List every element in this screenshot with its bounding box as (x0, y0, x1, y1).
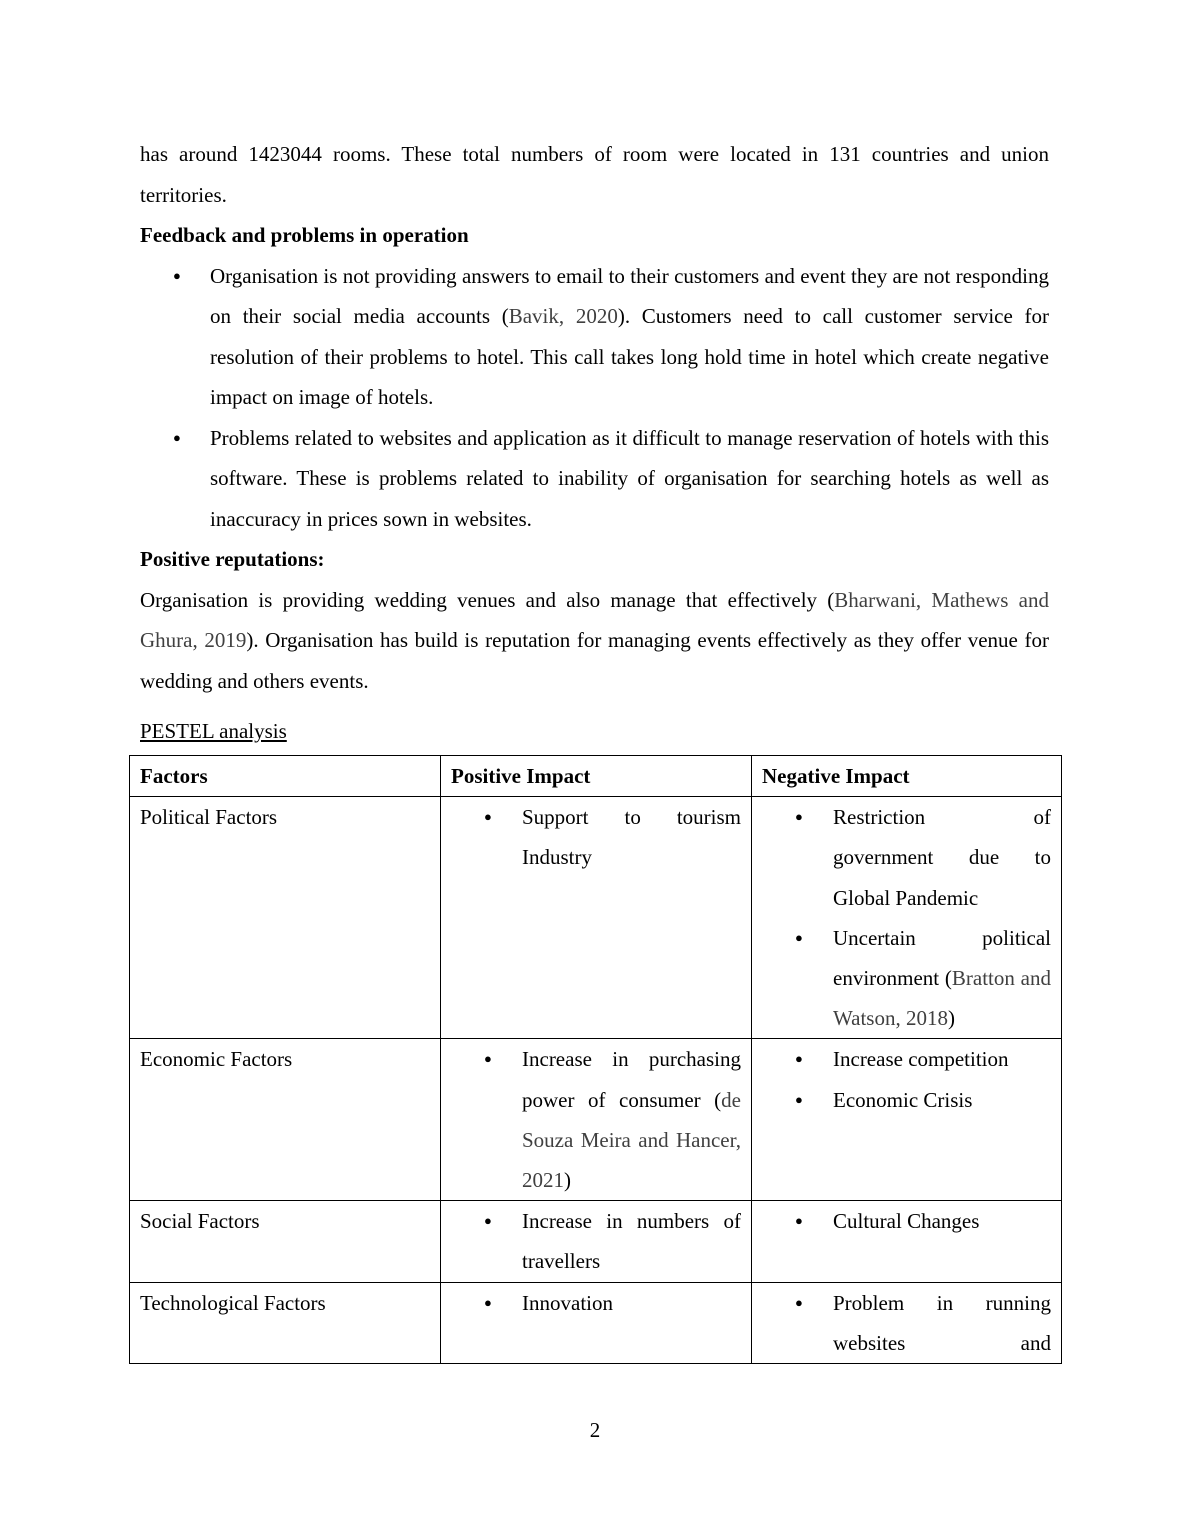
list-item: ● Uncertain political environment (Bratton and Watson, 2018) (762, 918, 1051, 1039)
feedback-bullet-2: ● Problems related to websites and application as it difficult to manage reservation of hotels with this software. These is problems related to inability of organisation for searching hotels as well as inaccuracy in prices sown in websites. (140, 418, 1049, 540)
negative-cell (752, 1201, 1062, 1282)
citation: Bharwani, Mathews and Ghura, 2019 (140, 587, 1049, 652)
citation: Bratton and Watson, 2018 (833, 966, 1051, 1031)
citation: de Souza Meira and Hancer, 2021 (522, 1087, 741, 1193)
positive-heading: Positive reputations: (140, 547, 325, 571)
positive-paragraph: Organisation is providing wedding venues and also manage that effectively (Bharwani, Mathews and Ghura, 2019). Organisation has build is reputation for managing events effectively as they offer venue for wedding and others events. (140, 587, 1049, 693)
pestel-title: PESTEL analysis (140, 719, 287, 743)
positive-cell (441, 1039, 752, 1201)
factor-cell: Technological Factors (130, 1282, 441, 1363)
list-item: ● Problem in running websites and (762, 1283, 1051, 1363)
positive-cell (441, 797, 752, 1039)
header-positive: Positive Impact (441, 756, 752, 797)
list-item: ● Economic Crisis (762, 1080, 1051, 1120)
list-item: ● Innovation (451, 1283, 741, 1323)
list-item: ● Support to tourism Industry (451, 797, 741, 877)
intro-paragraph: has around 1423044 rooms. These total numbers of room were located in 131 countries and union territories. (140, 142, 1049, 207)
list-item: ● Cultural Changes (762, 1201, 1051, 1241)
pestel-table (129, 755, 1062, 1364)
negative-cell (752, 797, 1062, 1039)
factor-cell: Economic Factors (130, 1039, 441, 1201)
list-item: ● Increase competition (762, 1039, 1051, 1079)
negative-cell (752, 1039, 1062, 1201)
header-negative: Negative Impact (752, 756, 1062, 797)
feedback-list (140, 256, 1049, 540)
feedback-bullet-1: ● Organisation is not providing answers to email to their customers and event they are not responding on their social media accounts (Bavik, 2020). Customers need to call customer service for resolution of their problems to hotel. This call takes long hold time in hotel which create negative impact on image of hotels. (140, 256, 1049, 418)
factor-cell: Social Factors (130, 1201, 441, 1282)
negative-cell (752, 1282, 1062, 1363)
table-row (130, 797, 1062, 1039)
positive-cell (441, 1282, 752, 1363)
feedback-heading: Feedback and problems in operation (140, 223, 469, 247)
citation: Bavik, 2020 (508, 304, 618, 328)
table-row (130, 1282, 1062, 1363)
list-item: ● Increase in numbers of travellers (451, 1201, 741, 1281)
page-number: 2 (589, 1418, 601, 1442)
list-item: ● Increase in purchasing power of consumer (de Souza Meira and Hancer, 2021) (451, 1039, 741, 1200)
table-row (130, 1039, 1062, 1201)
table-row (130, 1201, 1062, 1282)
page-body (140, 134, 1049, 752)
table-header-row (130, 756, 1062, 797)
factor-cell: Political Factors (130, 797, 441, 1039)
header-factors: Factors (130, 756, 441, 797)
positive-cell (441, 1201, 752, 1282)
list-item: ● Restriction of government due to Global Pandemic (762, 797, 1051, 918)
